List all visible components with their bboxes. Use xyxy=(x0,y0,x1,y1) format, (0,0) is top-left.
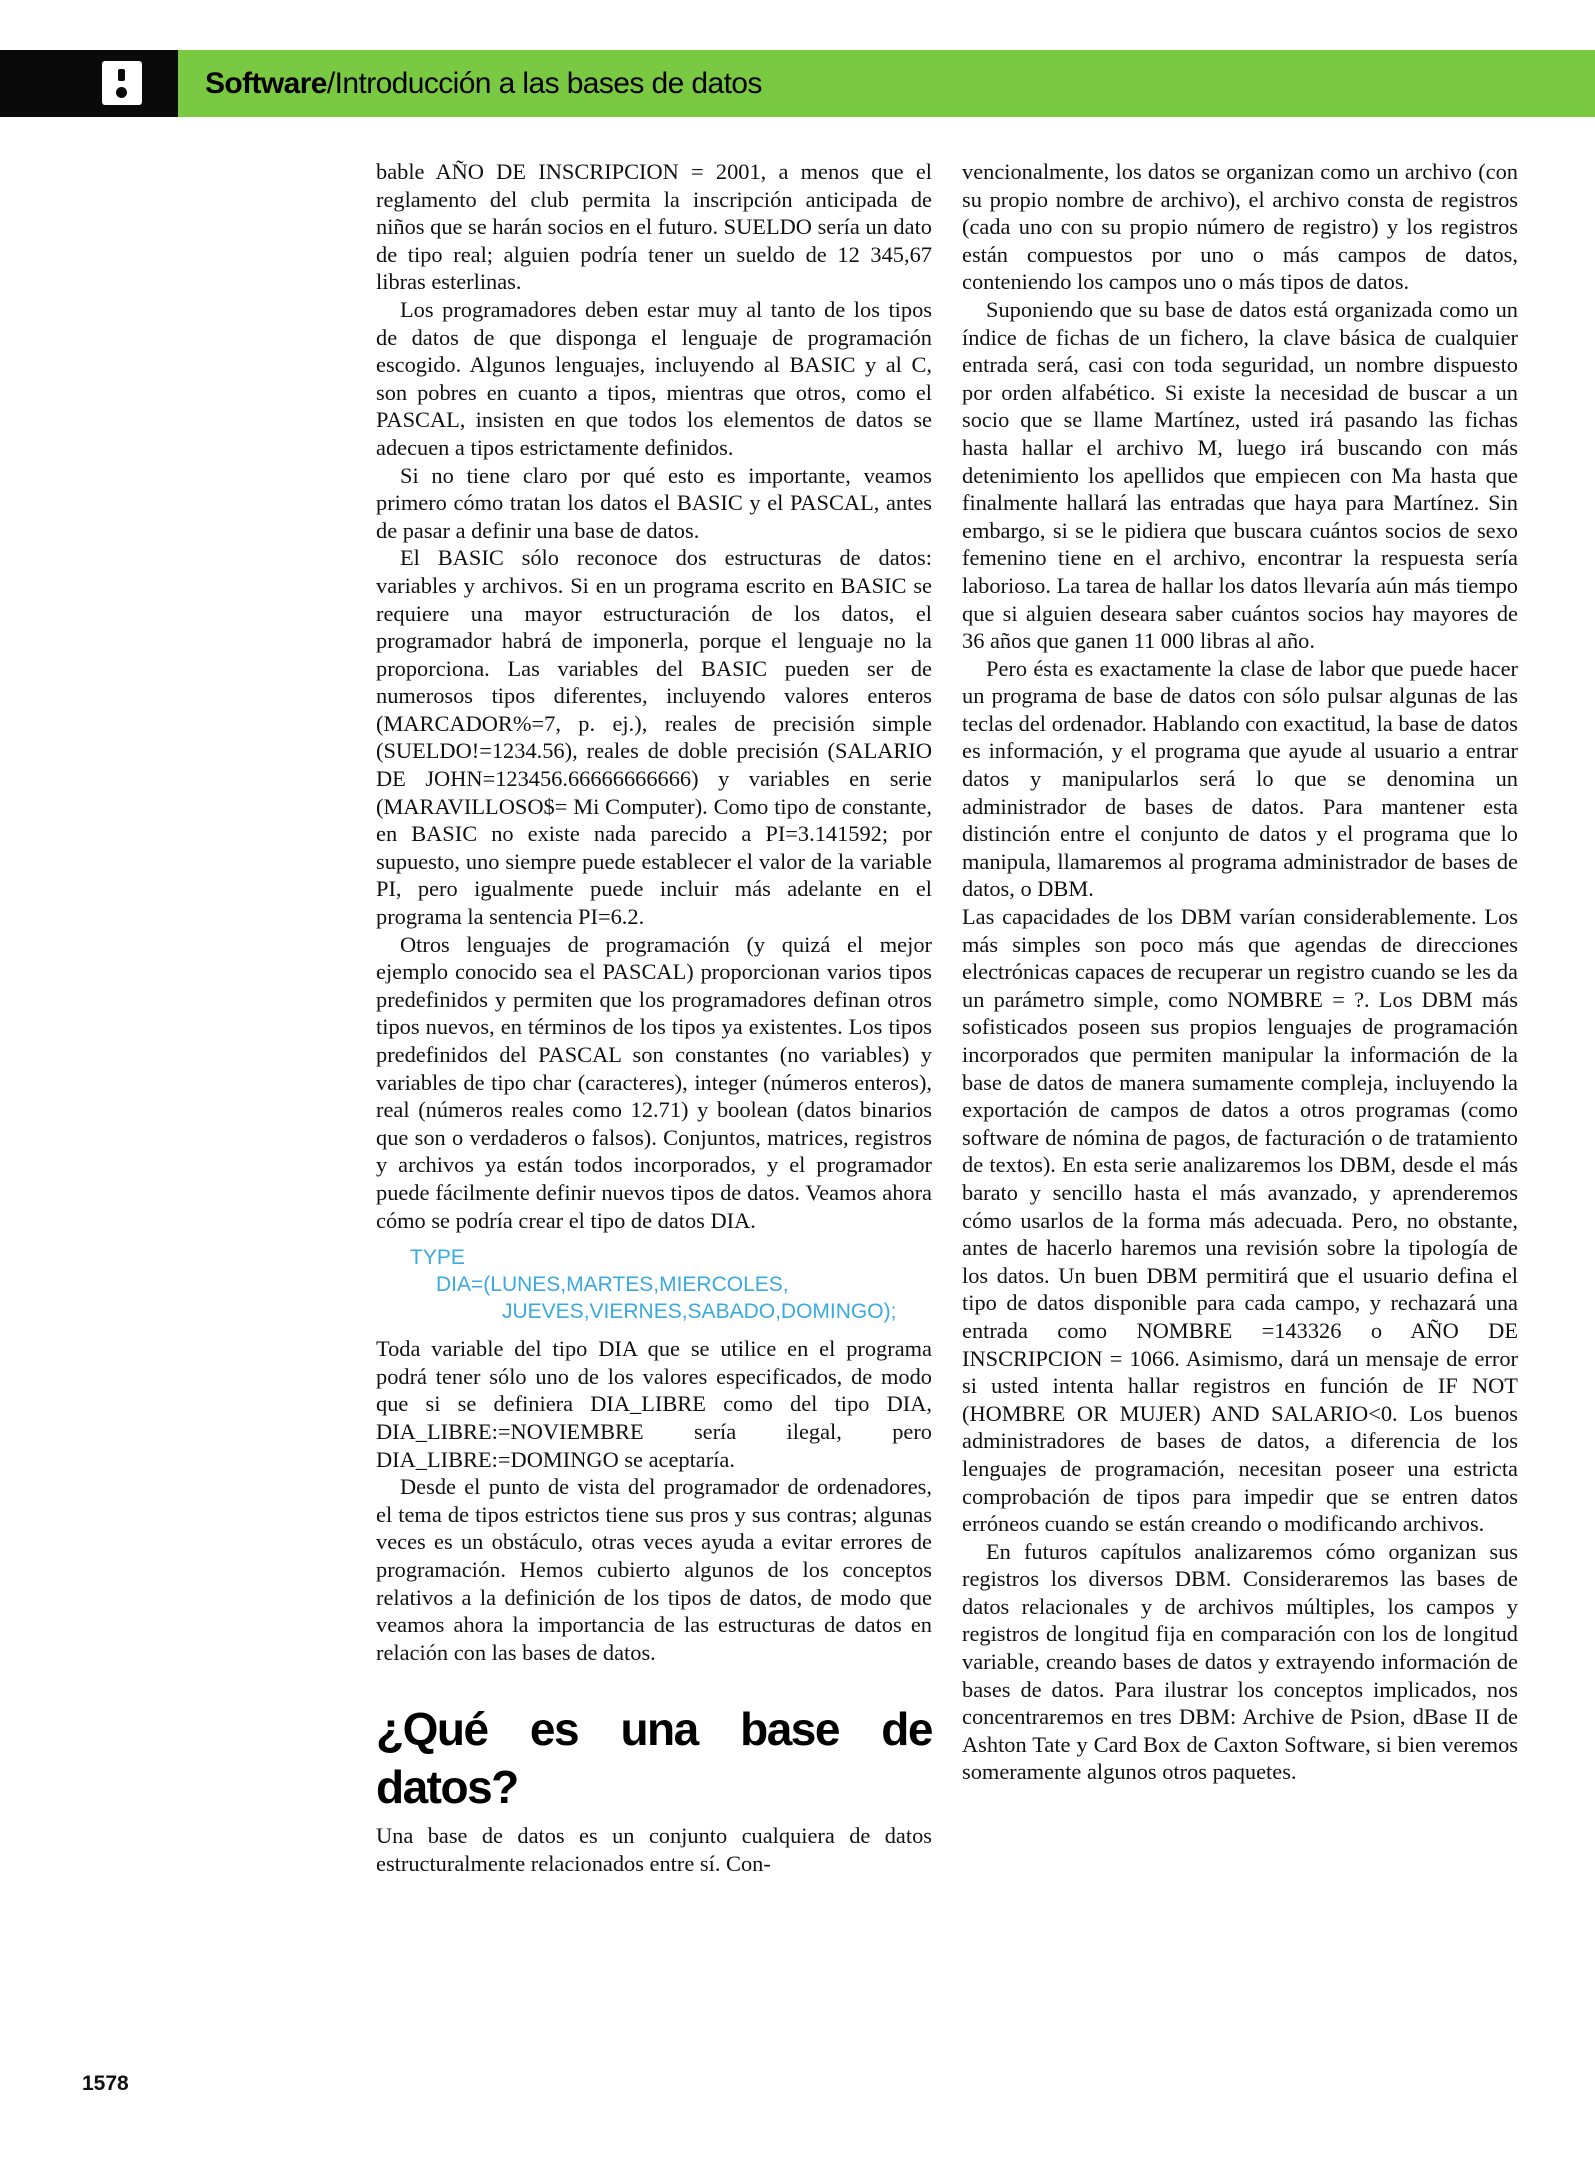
page-header xyxy=(0,50,1595,117)
left-column xyxy=(376,158,932,1877)
right-paragraph-4: Las capacidades de los DBM varían considerablemente. Los más simples son poco más que agendas de direcciones electrónicas capaces de recuperar un registro cuando se les da un parámetro simple, como NOMBRE = ?. Los DBM más sofisticados poseen sus propios lenguajes de programación incorporados que permiten manipular la información de la base de datos de manera sumamente compleja, incluyendo la exportación de campos de datos a otros programas (como software de nómina de pagos, de facturación o de tratamiento de textos). En esta serie analizaremos los DBM, desde el más barato y sencillo hasta el más avanzado, y aprenderemos cómo usarlos de la forma más adecuada. Pero, no obstante, antes de hacerlo haremos una revisión sobre la tipología de los datos. Un buen DBM permitirá que el usuario defina el tipo de datos disponible para cada campo, y rechazará una entrada como NOMBRE =143326 o AÑO DE INSCRIPCION = 1066. Asimismo, dará un mensaje de error si usted intenta hallar registros en función de IF NOT (HOMBRE OR MUJER) AND SALARIO<0. Los buenos administradores de bases de datos, a diferencia de los lenguajes de programación, necesitan poseer una estricta comprobación de tipos para impedir que se entren datos erróneos cuando se están creando o modificando archivos. xyxy=(962,904,1518,1537)
header-title xyxy=(205,67,762,101)
header-section: Software xyxy=(205,67,327,100)
header-subtitle: /Introducción a las bases de datos xyxy=(326,67,762,100)
left-paragraph-8: Una base de datos es un conjunto cualquiera de datos estructuralmente relacionados entre sí. Con- xyxy=(376,1823,932,1876)
right-column xyxy=(962,158,1518,1786)
right-paragraph-2: Suponiendo que su base de datos está organizada como un índice de fichas de un fichero, la clave básica de cualquier entrada será, casi con toda seguridad, un nombre dispuesto por orden alfabético. Si existe la necesidad de buscar a un socio que se llame Martínez, usted irá pasando las fichas hasta hallar el archivo M, luego irá buscando con más detenimiento los apellidos que empiecen con Ma hasta que finalmente hallará las entradas que haya para Martínez. Sin embargo, si se le pidiera que buscara cuántos socios de sexo femenino tiene en el archivo, encontrar la respuesta sería laborioso. La tarea de hallar los datos llevaría aún más tiempo que si alguien deseara saber cuántos socios hay mayores de 36 años que ganen 11 000 libras al año. xyxy=(962,296,1518,654)
left-paragraph-4: El BASIC sólo reconoce dos estructuras de datos: variables y archivos. Si en un programa escrito en BASIC se requiere una mayor estructuración de los datos, el programador habrá de imponerla, porque el lenguaje no la proporciona. Las variables del BASIC pueden ser de numerosos tipos diferentes, incluyendo valores enteros (MARCADOR%=7, p. ej.), reales de precisión simple (SUELDO!=1234.56), reales de doble precisión (SALARIO DE JOHN=123456.66666666666) y variables en serie (MARAVILLOSO$= Mi Computer). Como tipo de constante, en BASIC no existe nada parecido a PI=3.141592; por supuesto, uno siempre puede establecer el valor de la variable PI, pero igualmente puede incluir más adelante en el programa la sentencia PI=6.2. xyxy=(376,545,932,930)
code-line: DIA=(LUNES,MARTES,MIERCOLES, xyxy=(436,1273,789,1297)
left-paragraph-7: Desde el punto de vista del programador de ordenadores, el tema de tipos estrictos tiene sus pros y sus contras; algunas veces es un obstáculo, otras veces ayuda a evitar errores de programación. Hemos cubierto algunos de los conceptos relativos a la definición de los tipos de datos, de modo que veamos ahora la importancia de las estructuras de datos en relación con las bases de datos. xyxy=(376,1474,932,1665)
right-paragraph-1: vencionalmente, los datos se organizan como un archivo (con su propio nombre de archivo), el archivo consta de registros (cada uno con su propio número de registro) y los registros están compuestos por uno o más campos de datos, conteniendo los campos uno o más tipos de datos. xyxy=(962,159,1518,295)
section-heading: ¿Qué es una base de datos? xyxy=(376,1703,932,1814)
code-line: TYPE xyxy=(410,1246,465,1270)
page-number: 1578 xyxy=(82,2072,129,2095)
left-paragraph-5: Otros lenguajes de programación (y quizá el mejor ejemplo conocido sea el PASCAL) proporcionan varios tipos predefinidos y permiten que los programadores definan otros tipos nuevos, en términos de los tipos ya existentes. Los tipos predefinidos del PASCAL son constantes (no variables) y variables de tipo char (caracteres), integer (números enteros), real (números reales como 12.71) y boolean (datos binarios que son o verdaderos o falsos). Conjuntos, matrices, registros y archivos ya están todos incorporados, y el programador puede fácilmente definir nuevos tipos de datos. Veamos ahora cómo se podría crear el tipo de datos DIA. xyxy=(376,931,932,1233)
code-line: JUEVES,VIERNES,SABADO,DOMINGO); xyxy=(502,1300,897,1324)
left-paragraph-6: Toda variable del tipo DIA que se utilice en el programa podrá tener sólo uno de los valores especificados, de modo que si se definiera DIA_LIBRE como del tipo DIA, DIA_LIBRE:=NOVIEMBRE sería ilegal, pero DIA_LIBRE:=DOMINGO se aceptaría. xyxy=(376,1336,932,1472)
floppy-disk-icon xyxy=(102,61,142,105)
code-listing xyxy=(410,1244,932,1325)
left-paragraph-2: Los programadores deben estar muy al tanto de los tipos de datos de que disponga el lenguaje de programación escogido. Algunos lenguajes, incluyendo al BASIC y al C, son pobres en cuanto a tipos, mientras que otros, como el PASCAL, insisten en que todos los elementos de datos se adecuen a tipos estrictamente definidos. xyxy=(376,296,932,460)
left-paragraph-3: Si no tiene claro por qué esto es importante, veamos primero cómo tratan los datos el BASIC y el PASCAL, antes de pasar a definir una base de datos. xyxy=(376,462,932,543)
left-paragraph-1: bable AÑO DE INSCRIPCION = 2001, a menos que el reglamento del club permita la inscripción anticipada de niños que se harán socios en el futuro. SUELDO sería un dato de tipo real; alguien podría tener un sueldo de 12 345,67 libras esterlinas. xyxy=(376,159,932,295)
header-black-block xyxy=(0,50,178,117)
right-paragraph-3: Pero ésta es exactamente la clase de labor que puede hacer un programa de base de datos con sólo pulsar algunas de las teclas del ordenador. Hablando con exactitud, la base de datos es información, y el programa que ayude al usuario a entrar datos y manipularlos será lo que se denomina un administrador de bases de datos. Para mantener esta distinción entre el conjunto de datos y el programa que lo manipula, llamaremos al programa administrador de bases de datos, o DBM. xyxy=(962,655,1518,902)
right-paragraph-5: En futuros capítulos analizaremos cómo organizan sus registros los diversos DBM. Consideraremos las bases de datos relacionales y de archivos múltiples, los campos y registros de longitud fija en comparación con los de longitud variable, creando bases de datos y extrayendo información de bases de datos. Para ilustrar los conceptos implicados, nos concentraremos en tres DBM: Archive de Psion, dBase II de Ashton Tate y Card Box de Caxton Software, si bien veremos someramente algunos otros paquetes. xyxy=(962,1538,1518,1785)
